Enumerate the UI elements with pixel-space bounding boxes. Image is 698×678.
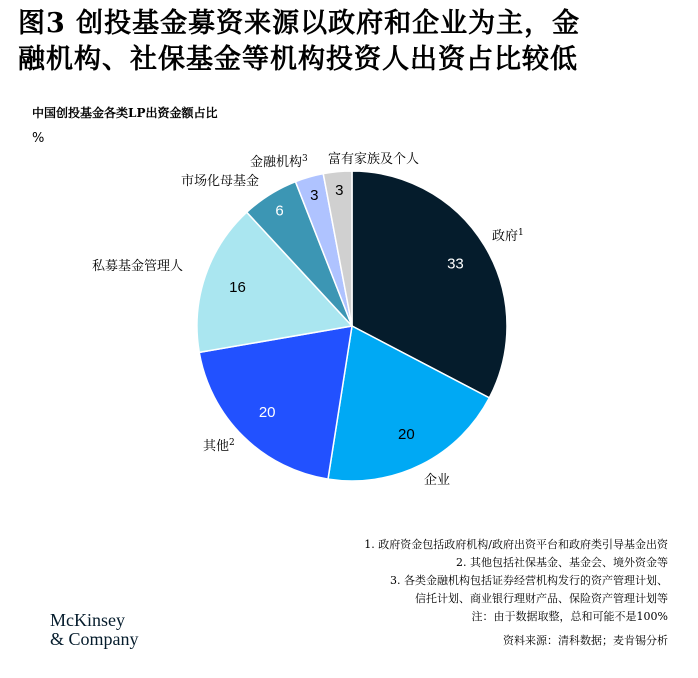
slice-value-1: 20 xyxy=(398,425,415,443)
mckinsey-logo-line-1: McKinsey xyxy=(50,610,125,630)
chart-title-line-1: 图3 创投基金募资来源以政府和企业为主，金 xyxy=(18,8,581,39)
footnote-3-cont: 信托计划、商业银行理财产品、保险资产管理计划等 xyxy=(415,592,668,605)
slice-value-3: 16 xyxy=(229,279,246,297)
chart-title-line-2: 融机构、社保基金等机构投资人出资占比较低 xyxy=(18,44,578,75)
footnote-1: 1. 政府资金包括政府机构/政府出资平台和政府类引导基金出资 xyxy=(364,538,668,551)
source-note: 资料来源：清科数据；麦肯锡分析 xyxy=(503,634,668,647)
slice-label-5: 金融机构$^3$ xyxy=(250,154,308,170)
slice-value-4: 6 xyxy=(275,202,284,220)
slice-label-2: 其他$^2$ xyxy=(203,438,235,454)
slice-value-0: 33 xyxy=(447,255,464,273)
footnote-note: 注：由于数据取整，总和可能不是100% xyxy=(471,610,668,623)
slice-value-5: 3 xyxy=(310,186,319,204)
slice-label-0: 政府$^1$ xyxy=(492,228,524,244)
slice-value-2: 20 xyxy=(258,404,276,422)
slice-value-6: 3 xyxy=(335,182,344,200)
slice-label-6: 富有家族及个人 xyxy=(328,152,420,167)
chart-unit: % xyxy=(32,131,45,146)
footnotes xyxy=(108,536,668,626)
footnote-2: 2. 其他包括社保基金、基金会、境外资金等 xyxy=(456,556,668,569)
slice-label-4: 市场化母基金 xyxy=(181,174,260,189)
chart-subtitle: 中国创投基金各类LP出资金额占比 xyxy=(32,106,218,120)
slice-label-3: 私募基金管理人 xyxy=(92,259,184,274)
footnote-3: 3. 各类金融机构包括证券经营机构发行的资产管理计划、 xyxy=(390,574,668,587)
mckinsey-logo-line-2: & Company xyxy=(50,629,139,649)
slice-label-1: 企业 xyxy=(424,473,451,488)
